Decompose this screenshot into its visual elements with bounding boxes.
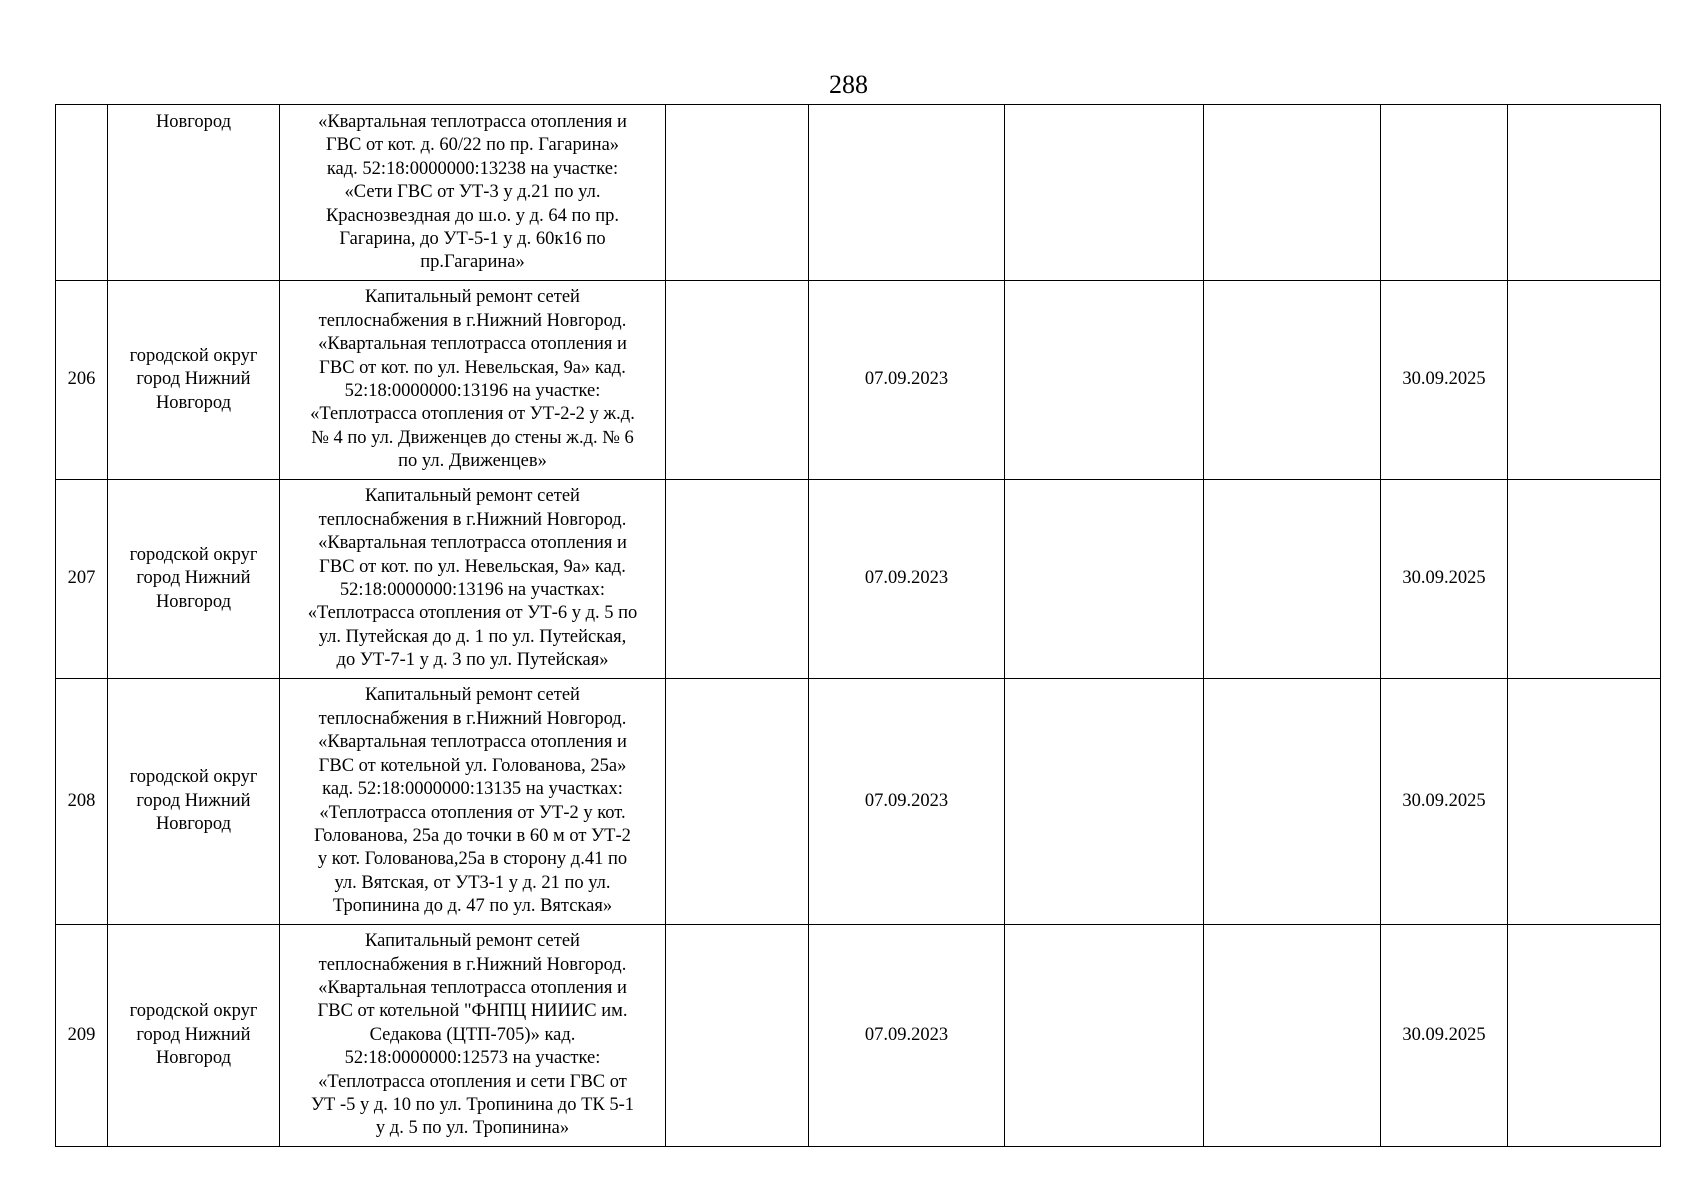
empty-cell xyxy=(1204,105,1381,281)
empty-cell xyxy=(1508,925,1661,1147)
end-date-cell: 30.09.2025 xyxy=(1381,480,1508,679)
empty-cell xyxy=(1508,679,1661,925)
empty-cell xyxy=(1005,679,1204,925)
table-row xyxy=(56,679,1661,925)
start-date-cell: 07.09.2023 xyxy=(809,679,1005,925)
table-row xyxy=(56,281,1661,480)
object-description-cell: Капитальный ремонт сетей теплоснабжения в г.Нижний Новгород. «Квартальная теплотрасса отопления и ГВС от кот. по ул. Невельская, 9а» кад. 52:18:0000000:13196 на участке: «Теплотрасса отопления от УТ-2-2 у ж.д. № 4 по ул. Движенцев до стены ж.д. № 6 по ул. Движенцев» xyxy=(280,281,666,480)
table-row xyxy=(56,105,1661,281)
empty-cell xyxy=(1508,281,1661,480)
end-date-cell xyxy=(1381,105,1508,281)
object-description-cell: «Квартальная теплотрасса отопления и ГВС от кот. д. 60/22 по пр. Гагарина» кад. 52:18:0000000:13238 на участке: «Сети ГВС от УТ-3 у д.21 по ул. Краснозвездная до ш.о. у д. 64 по пр. Гагарина, до УТ-5-1 у д. 60к16 по пр.Гагарина» xyxy=(280,105,666,281)
municipality-cell: Новгород xyxy=(108,105,280,281)
row-number-cell: 207 xyxy=(56,480,108,679)
empty-cell xyxy=(1005,105,1204,281)
empty-cell xyxy=(1204,925,1381,1147)
municipality-cell: городской округ город Нижний Новгород xyxy=(108,679,280,925)
end-date-cell: 30.09.2025 xyxy=(1381,679,1508,925)
empty-cell xyxy=(1005,480,1204,679)
table-row xyxy=(56,925,1661,1147)
municipality-cell: городской округ город Нижний Новгород xyxy=(108,480,280,679)
end-date-cell: 30.09.2025 xyxy=(1381,281,1508,480)
object-description-cell: Капитальный ремонт сетей теплоснабжения в г.Нижний Новгород. «Квартальная теплотрасса отопления и ГВС от котельной "ФНПЦ НИИИС им. Седакова (ЦТП-705)» кад. 52:18:0000000:12573 на участке: «Теплотрасса отопления и сети ГВС от УТ -5 у д. 10 по ул. Тропинина до ТК 5-1 у д. 5 по ул. Тропинина» xyxy=(280,925,666,1147)
empty-cell xyxy=(666,679,809,925)
row-number-cell: 209 xyxy=(56,925,108,1147)
empty-cell xyxy=(666,925,809,1147)
empty-cell xyxy=(1204,281,1381,480)
object-description-cell: Капитальный ремонт сетей теплоснабжения в г.Нижний Новгород. «Квартальная теплотрасса отопления и ГВС от котельной ул. Голованова, 25а» кад. 52:18:0000000:13135 на участках: «Теплотрасса отопления от УТ-2 у кот. Голованова, 25а до точки в 60 м от УТ-2 у кот. Голованова,25а в сторону д.41 по ул. Вятская, от УТ3-1 у д. 21 по ул. Тропинина до д. 47 по ул. Вятская» xyxy=(280,679,666,925)
page-number: 288 xyxy=(829,70,868,99)
empty-cell xyxy=(1005,281,1204,480)
empty-cell xyxy=(1204,480,1381,679)
row-number-cell: 208 xyxy=(56,679,108,925)
empty-cell xyxy=(1508,105,1661,281)
empty-cell xyxy=(666,281,809,480)
empty-cell xyxy=(666,105,809,281)
table-row xyxy=(56,480,1661,679)
empty-cell xyxy=(666,480,809,679)
row-number-cell xyxy=(56,105,108,281)
start-date-cell: 07.09.2023 xyxy=(809,925,1005,1147)
start-date-cell: 07.09.2023 xyxy=(809,480,1005,679)
row-number-cell: 206 xyxy=(56,281,108,480)
municipality-cell: городской округ город Нижний Новгород xyxy=(108,281,280,480)
empty-cell xyxy=(1005,925,1204,1147)
empty-cell xyxy=(1204,679,1381,925)
object-description-cell: Капитальный ремонт сетей теплоснабжения в г.Нижний Новгород. «Квартальная теплотрасса отопления и ГВС от кот. по ул. Невельская, 9а» кад. 52:18:0000000:13196 на участках: «Теплотрасса отопления от УТ-6 у д. 5 по ул. Путейская до д. 1 по ул. Путейская, до УТ-7-1 у д. 3 по ул. Путейская» xyxy=(280,480,666,679)
start-date-cell: 07.09.2023 xyxy=(809,281,1005,480)
municipality-cell: городской округ город Нижний Новгород xyxy=(108,925,280,1147)
empty-cell xyxy=(1508,480,1661,679)
end-date-cell: 30.09.2025 xyxy=(1381,925,1508,1147)
works-table xyxy=(55,104,1661,1147)
start-date-cell xyxy=(809,105,1005,281)
